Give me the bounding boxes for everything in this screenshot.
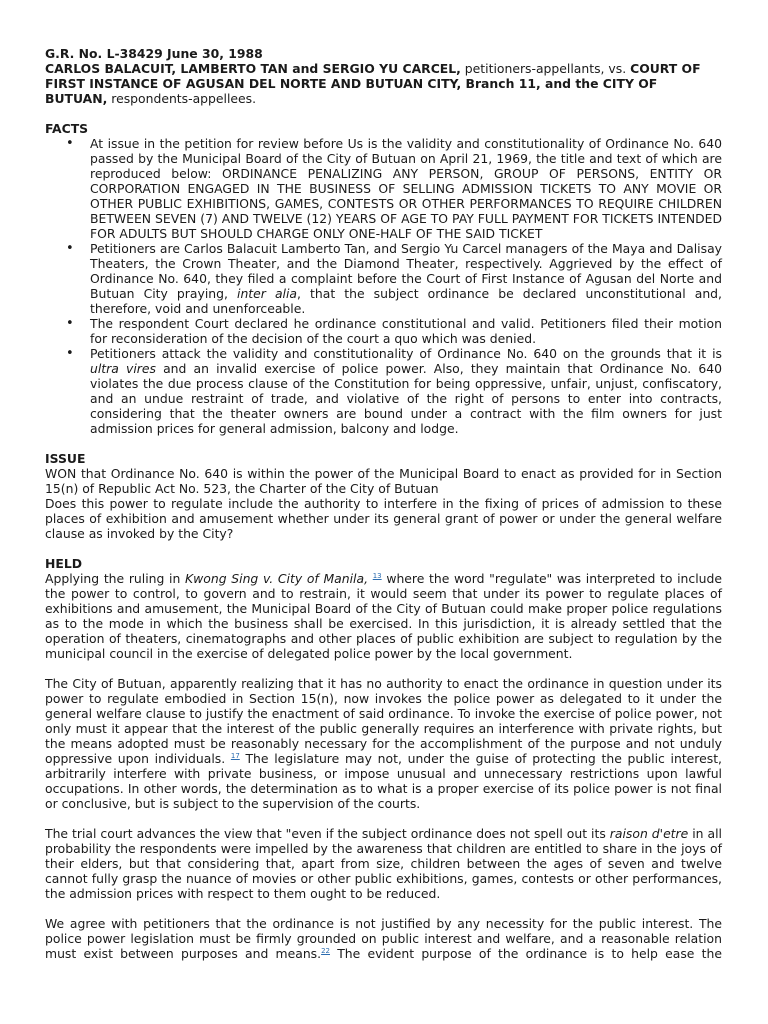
held-text: in all probability the respondents were impelled by the awareness that children are entitled to share in the joys of their elders, but that considering that, apart from size, children between the ages of seven and twelve cannot fully grasp the nuance of movies or other public exhibitions, games, contests or other performances, the admission prices with respect to them ought to be reduced. [45,826,722,901]
held-text: The trial court advances the view that "even if the subject ordinance does not spell out its [45,826,610,841]
held-text: Applying the ruling in [45,571,186,586]
held-text: where the word "regulate" was interpreted to include the power to control, to govern and to restrain, it would seem that under its power to regulate places of exhibitions and amusement, the Municipal Board of the City of Butuan could make proper police regulations as to the mode in which the business shall be exercised. In this jurisdiction, it is already settled that the operation of theaters, cinematographs and other places of public exhibition are subject to regulation by the municipal council in the exercise of delegated police power by the local government. [45,571,722,661]
held-heading: HELD [45,556,83,571]
held-paragraph [45,826,722,901]
held-paragraph [45,571,722,661]
issue-section [45,451,722,541]
issue-paragraph: Does this power to regulate include the authority to interfere in the fixing of prices of admission to these places of exhibition and amusement whether under its general grant of power or under the general welfare clause as invoked by the City? [45,496,722,541]
facts-item-emphasis: inter alia [237,286,298,301]
held-emphasis: raison d'etre [609,826,689,841]
facts-item-emphasis: ultra vires [90,361,156,376]
respondents-role: respondents-appellees. [107,91,257,106]
footnote-link[interactable]: 13 [372,572,382,580]
facts-item-text: Petitioners attack the validity and constitutionality of Ordinance No. 640 on the grounds that it is [90,346,722,361]
held-paragraph [45,676,722,811]
footnote-link[interactable]: 22 [321,947,330,955]
issue-paragraph: WON that Ordinance No. 640 is within the power of the Municipal Board to enact as provided for in Section 15(n) of Republic Act No. 523, the Charter of the City of Butuan [45,466,722,496]
footnote-link[interactable]: 17 [230,752,240,760]
case-parties [45,61,722,106]
held-paragraph [45,916,722,961]
facts-item-text: and an invalid exercise of police power. Also, they maintain that Ordinance No. 640 violates the due process clause of the Constitution for being oppressive, unfair, unjust, confiscatory, and an undue restraint of trade, and violative of the right of persons to enter into contracts, considering that the theater owners are bound under a contract with the film owners for just admission prices for general admission, balcony and lodge. [90,361,722,436]
held-text: The City of Butuan, apparently realizing that it has no authority to enact the ordinance in question under its power to regulate embodied in Section 15(n), now invokes the police power as delegated to it under the general welfare clause to justify the enactment of said ordinance. To invoke the exercise of police power, not only must it appear that the interest of the public generally requires an interference with private rights, but the means adopted must be reasonably necessary for the accomplishment of the purpose and not unduly oppressive upon individuals. [45,676,722,766]
facts-heading: FACTS [45,121,89,136]
facts-item [90,241,722,316]
facts-list [45,136,722,436]
held-section [45,556,722,961]
respondents-names: COURT OF FIRST INSTANCE OF AGUSAN DEL NORTE AND BUTUAN CITY, Branch 11, and the CITY OF BUTUAN, [45,61,701,106]
facts-item-text: The respondent Court declared he ordinance constitutional and valid. Petitioners filed their motion for reconsideration of the decision of the court a quo which was denied. [90,316,722,346]
facts-item [90,346,722,436]
petitioners-role: petitioners-appellants, vs. [460,61,631,76]
facts-item [90,136,722,241]
petitioners-names: CARLOS BALACUIT, LAMBERTO TAN and SERGIO YU CARCEL, [45,61,461,76]
case-citation: G.R. No. L-38429 June 30, 1988 [45,46,263,61]
held-emphasis: Kwong Sing v. City of Manila, [185,571,369,586]
case-caption [45,46,722,106]
facts-item-text: , that the subject ordinance be declared unconstitutional and, therefore, void and unenforceable. [90,286,722,316]
held-text: The legislature may not, under the guise of protecting the public interest, arbitrarily interfere with private business, or impose unusual and unnecessary restrictions upon lawful occupations. In other words, the determination as to what is a proper exercise of its police power is not final or conclusive, but is subject to the supervision of the courts. [45,751,722,811]
issue-heading: ISSUE [45,451,86,466]
facts-item [90,316,722,346]
facts-item-text: At issue in the petition for review before Us is the validity and constitutionality of Ordinance No. 640 passed by the Municipal Board of the City of Butuan on April 21, 1969, the title and text of which are reproduced below: ORDINANCE PENALIZING ANY PERSON, GROUP OF PERSONS, ENTITY OR CORPORATION ENGAGED IN THE BUSINESS OF SELLING ADMISSION TICKETS TO ANY MOVIE OR OTHER PUBLIC EXHIBITIONS, GAMES, CONTESTS OR OTHER PERFORMANCES TO REQUIRE CHILDREN BETWEEN SEVEN (7) AND TWELVE (12) YEARS OF AGE TO PAY FULL PAYMENT FOR TICKETS INTENDED FOR ADULTS BUT SHOULD CHARGE ONLY ONE-HALF OF THE SAID TICKET [90,136,722,241]
facts-item-text: Petitioners are Carlos Balacuit Lamberto Tan, and Sergio Yu Carcel managers of the Maya and Dalisay Theaters, the Crown Theater, and the Diamond Theater, respectively. Aggrieved by the effect of Ordinance No. 640, they filed a complaint before the Court of First Instance of Agusan del Norte and Butuan City praying, [90,241,722,301]
document-page [45,46,722,961]
facts-section [45,121,722,436]
held-text: The evident purpose of the ordinance is to help ease the [330,946,722,961]
held-text: We agree with petitioners that the ordinance is not justified by any necessity for the public interest. The police power legislation must be firmly grounded on public interest and welfare, and a reasonable relation must exist between purposes and means. [45,916,722,961]
